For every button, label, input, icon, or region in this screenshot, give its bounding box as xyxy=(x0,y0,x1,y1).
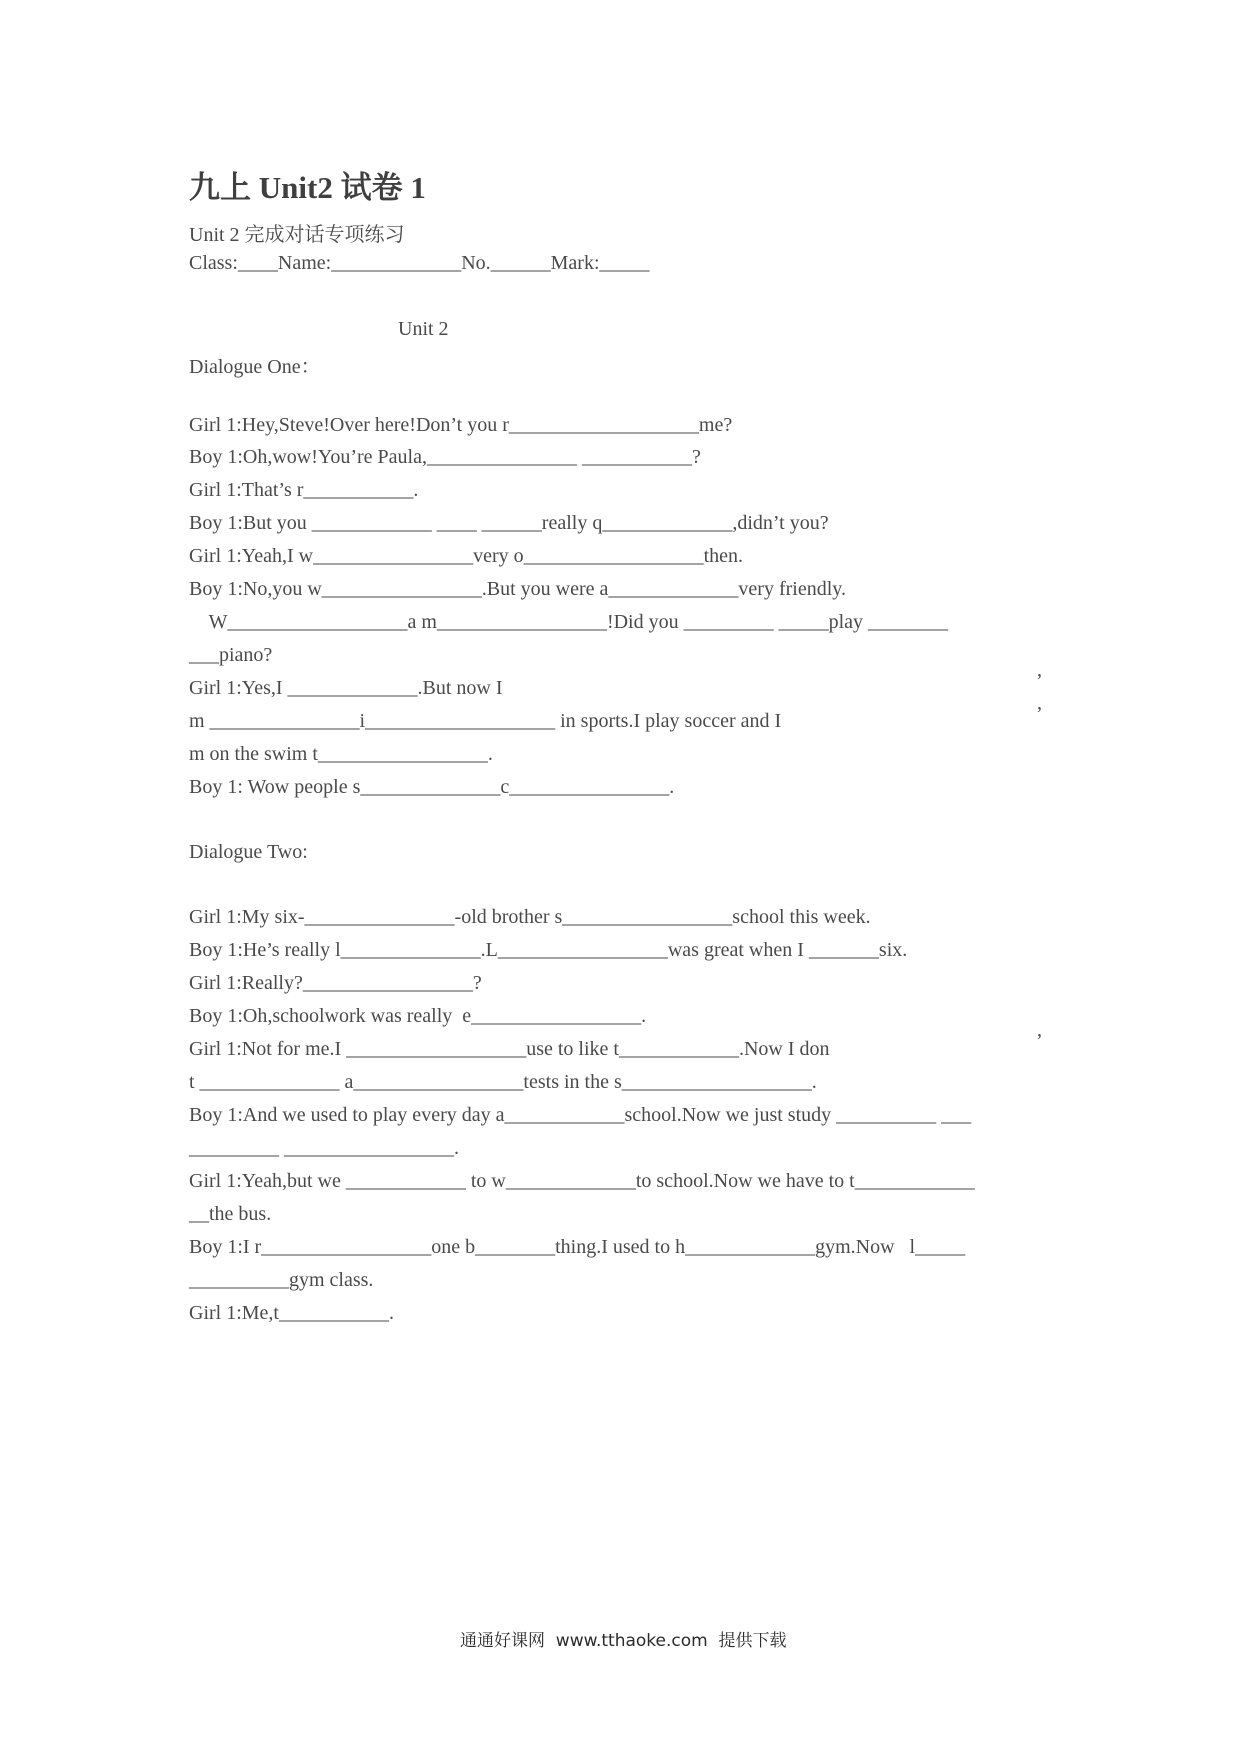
page-subtitle: Unit 2 完成对话专项练习 xyxy=(189,224,405,246)
unit-heading: Unit 2 xyxy=(398,318,449,340)
dialogue-one-line: Boy 1:Oh,wow!You’re Paula,_______________ ___________? xyxy=(189,446,701,468)
dialogue-one-line: Girl 1:That’s r___________. xyxy=(189,479,419,501)
dialogue-one-line: Girl 1:Yes,I _____________.But now I xyxy=(189,677,503,699)
dialogue-two-line: Boy 1:Oh,schoolwork was really e_________________. xyxy=(189,1005,647,1027)
apostrophe-mark: ’ xyxy=(1036,703,1043,725)
dialogue-two-line: __the bus. xyxy=(189,1203,272,1225)
dialogue-one-line: m on the swim t_________________. xyxy=(189,743,493,765)
dialogue-two-line: t ______________ a_________________tests in the s___________________. xyxy=(189,1071,817,1093)
dialogue-two-line: _________ _________________. xyxy=(189,1137,459,1159)
dialogue-one-line: m _______________i___________________ in sports.I play soccer and I xyxy=(189,710,782,732)
dialogue-one-line: Boy 1: Wow people s______________c________________. xyxy=(189,776,675,798)
dialogue-two-line: Boy 1:He’s really l______________.L_________________was great when I _______six. xyxy=(189,939,908,961)
dialogue-two-line: Boy 1:I r_________________one b________thing.I used to h_____________gym.Now l_____ xyxy=(189,1236,966,1258)
page-title: 九上 Unit2 试卷 1 xyxy=(189,170,426,205)
footer-source-note: 通通好课网 www.tthaoke.com 提供下载 xyxy=(460,1631,787,1651)
dialogue-two-line: Girl 1:Really?_________________? xyxy=(189,972,482,994)
apostrophe-mark: ’ xyxy=(1036,670,1043,692)
dialogue-one-heading: Dialogue One： xyxy=(189,356,321,378)
dialogue-one-line: Boy 1:But you ____________ ____ ______really q_____________,didn’t you? xyxy=(189,512,829,534)
dialogue-two-line: Girl 1:Not for me.I __________________use to like t____________.Now I don xyxy=(189,1038,830,1060)
dialogue-two-line: Girl 1:Yeah,but we ____________ to w_____________to school.Now we have to t____________ xyxy=(189,1170,975,1192)
dialogue-two-heading: Dialogue Two: xyxy=(189,841,308,863)
dialogue-one-line: Girl 1:Hey,Steve!Over here!Don’t you r___________________me? xyxy=(189,414,733,436)
student-info-line: Class:____Name:_____________No.______Mark:_____ xyxy=(189,252,650,274)
dialogue-two-line: Girl 1:My six-_______________-old brother s_________________school this week. xyxy=(189,906,871,928)
dialogue-one-line: Boy 1:No,you w________________.But you were a_____________very friendly. xyxy=(189,578,846,600)
dialogue-two-line: __________gym class. xyxy=(189,1269,374,1291)
dialogue-two-line: Girl 1:Me,t___________. xyxy=(189,1302,394,1324)
dialogue-one-line: Girl 1:Yeah,I w________________very o__________________then. xyxy=(189,545,744,567)
dialogue-two-line: Boy 1:And we used to play every day a____________school.Now we just study __________ ___ xyxy=(189,1104,972,1126)
dialogue-one-line: W__________________a m_________________!Did you _________ _____play ________ xyxy=(189,611,949,633)
apostrophe-mark: ’ xyxy=(1036,1030,1043,1052)
dialogue-one-line: ___piano? xyxy=(189,644,273,666)
